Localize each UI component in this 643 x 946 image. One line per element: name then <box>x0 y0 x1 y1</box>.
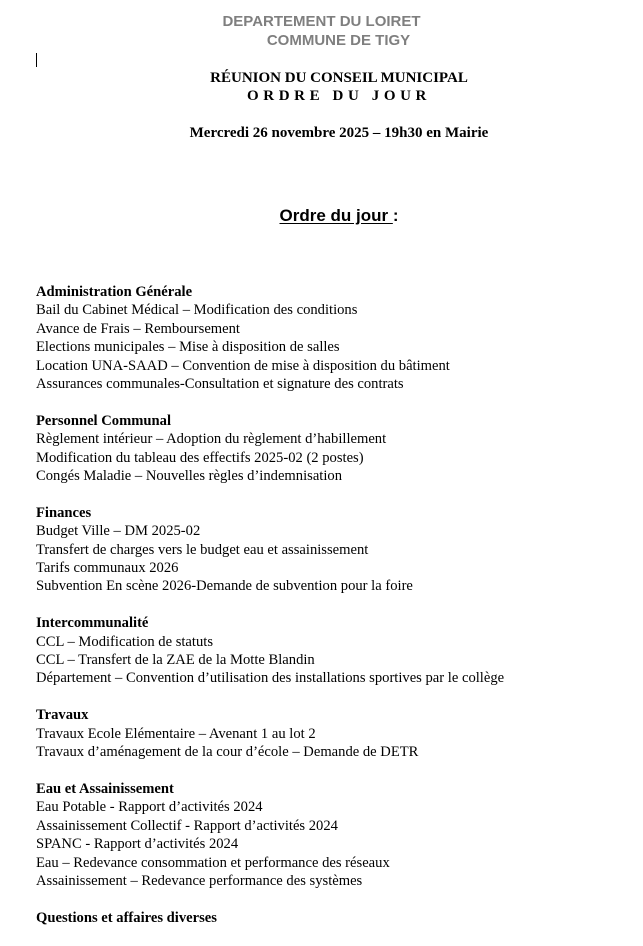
section-intercommunalite <box>36 614 636 688</box>
agenda-item: Eau Potable - Rapport d’activités 2024 <box>36 799 263 816</box>
agenda-item: Congés Maladie – Nouvelles règles d’indemnisation <box>36 468 342 485</box>
ordre-du-jour-heading <box>0 206 643 226</box>
agenda-label: ORDRE DU JOUR <box>247 88 431 104</box>
agenda-item: Assainissement Collectif - Rapport d’activités 2024 <box>36 817 338 834</box>
section-eau-assainissement <box>36 780 636 890</box>
agenda-item: Règlement intérieur – Adoption du règlement d’habillement <box>36 431 387 448</box>
ordre-du-jour-heading-text: Ordre du jour <box>279 206 393 225</box>
section-personnel-communal <box>36 412 636 486</box>
ordre-du-jour-heading-colon: : <box>392 206 399 225</box>
agenda-item: Elections municipales – Mise à disposition de salles <box>36 339 340 356</box>
section-title: Personnel Communal <box>36 412 171 429</box>
section-title: Travaux <box>36 707 89 724</box>
section-title: Eau et Assainissement <box>36 780 174 797</box>
commune-name: COMMUNE DE TIGY <box>266 32 411 49</box>
department-name: DEPARTEMENT DU LOIRET <box>222 13 421 30</box>
section-title: Intercommunalité <box>36 615 149 632</box>
agenda-item: Budget Ville – DM 2025-02 <box>36 523 201 540</box>
agenda-item: CCL – Transfert de la ZAE de la Motte Blandin <box>36 652 315 669</box>
agenda-item: Travaux Ecole Elémentaire – Avenant 1 au lot 2 <box>36 725 316 742</box>
agenda-item: Assainissement – Redevance performance des systèmes <box>36 872 363 889</box>
meeting-date: Mercredi 26 novembre 2025 – 19h30 en Mairie <box>189 125 489 141</box>
agenda-item: Département – Convention d’utilisation des installations sportives par le collège <box>36 670 505 687</box>
section-finances <box>36 504 636 596</box>
section-administration-generale <box>36 283 636 393</box>
agenda-list <box>36 283 636 946</box>
section-title: Administration Générale <box>36 284 193 300</box>
agenda-item: Assurances communales-Consultation et signature des contrats <box>36 376 404 393</box>
agenda-item: CCL – Modification de statuts <box>36 633 213 650</box>
section-title: Finances <box>36 504 92 521</box>
agenda-item: Transfert de charges vers le budget eau et assainissement <box>36 541 369 558</box>
agenda-item: Subvention En scène 2026-Demande de subvention pour la foire <box>36 578 413 595</box>
text-cursor <box>36 53 37 67</box>
agenda-item: Location UNA-SAAD – Convention de mise à disposition du bâtiment <box>36 357 450 374</box>
agenda-item: Eau – Redevance consommation et performance des réseaux <box>36 854 390 871</box>
agenda-item: Travaux d’aménagement de la cour d’école – Demande de DETR <box>36 744 419 761</box>
agenda-item: Avance de Frais – Remboursement <box>36 320 240 337</box>
agenda-item: Modification du tableau des effectifs 2025-02 (2 postes) <box>36 449 364 466</box>
section-title: Questions et affaires diverses <box>36 909 217 926</box>
section-travaux <box>36 706 636 761</box>
agenda-item: Tarifs communaux 2026 <box>36 560 179 577</box>
agenda-item: SPANC - Rapport d’activités 2024 <box>36 836 239 853</box>
section-questions-diverses <box>36 909 636 927</box>
agenda-item: Bail du Cabinet Médical – Modification des conditions <box>36 302 358 319</box>
meeting-title: RÉUNION DU CONSEIL MUNICIPAL <box>210 70 468 86</box>
